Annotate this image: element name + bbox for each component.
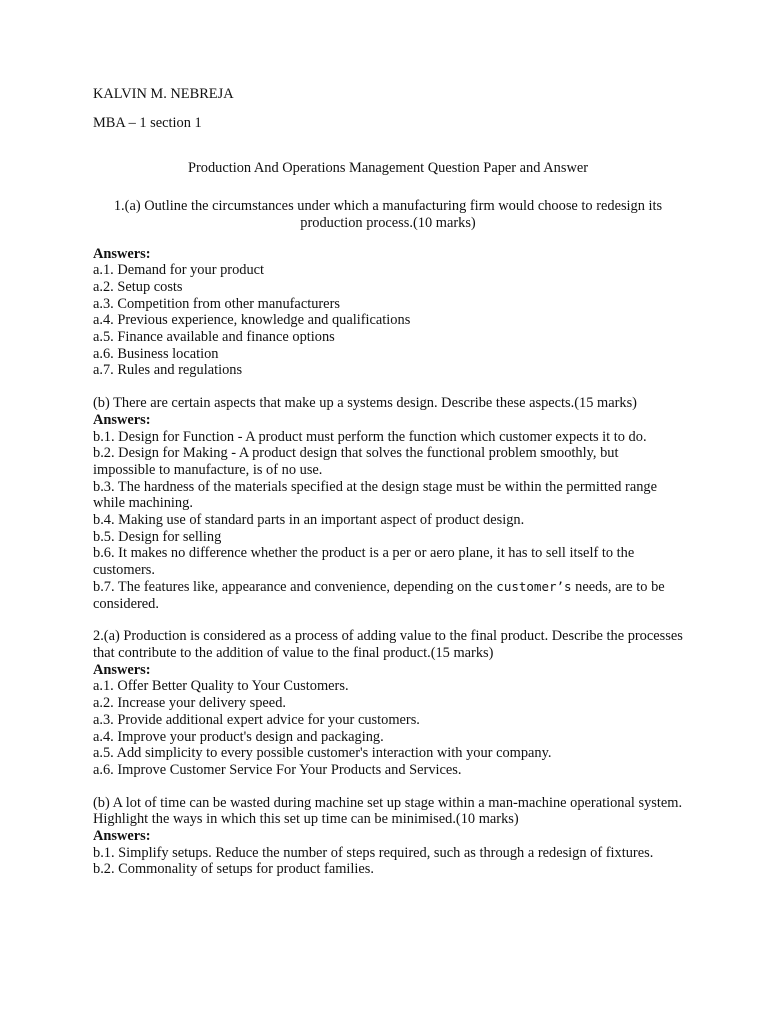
list-item: a.5. Finance available and finance options <box>93 329 335 346</box>
answers-label: Answers: <box>93 411 151 428</box>
answer-7-mono: customer’s <box>496 578 572 594</box>
list-item: b.1. Design for Function - A product must perform the function which customer expects it to do. <box>93 428 647 445</box>
list-item: b.2. Commonality of setups for product families. <box>93 861 374 878</box>
document-page <box>93 86 683 878</box>
question-1a: 1.(a) Outline the circumstances under which a manufacturing firm would choose to redesign its production process.(10 marks) <box>113 198 663 231</box>
question-2b: (b) A lot of time can be wasted during machine set up stage within a man-machine operational system. Highlight the ways in which this set up time can be minimised.(10 marks) <box>93 794 683 828</box>
document-title: Production And Operations Management Question Paper and Answer <box>187 160 589 177</box>
author-name: KALVIN M. NEBREJA <box>93 86 234 102</box>
question-block-1b <box>93 395 683 612</box>
question-block-2a <box>93 628 683 778</box>
list-item: a.3. Provide additional expert advice for your customers. <box>93 711 420 728</box>
list-item: a.3. Competition from other manufacturers <box>93 295 340 312</box>
list-item: a.7. Rules and regulations <box>93 362 243 379</box>
list-item: a.4. Previous experience, knowledge and qualifications <box>93 312 411 329</box>
list-item <box>93 579 683 612</box>
question-1b: (b) There are certain aspects that make up a systems design. Describe these aspects.(15 marks) <box>93 395 637 412</box>
list-item: a.4. Improve your product's design and packaging. <box>93 728 384 745</box>
answers-label: Answers: <box>93 245 151 262</box>
answer-7-after: needs, are to be considered. <box>93 578 665 612</box>
list-item: a.2. Increase your delivery speed. <box>93 695 286 712</box>
list-item: a.6. Business location <box>93 345 219 362</box>
list-item: a.6. Improve Customer Service For Your Products and Services. <box>93 761 462 778</box>
list-item: b.5. Design for selling <box>93 528 222 545</box>
list-item: a.5. Add simplicity to every possible customer's interaction with your company. <box>93 745 552 762</box>
question-block-2b <box>93 795 683 879</box>
answers-1a <box>93 246 683 380</box>
question-2a: 2.(a) Production is considered as a process of adding value to the final product. Describe the processes that contribute to the addition of value to the final product.(15 marks) <box>93 628 683 661</box>
list-item: b.4. Making use of standard parts in an important aspect of product design. <box>93 512 525 529</box>
list-item: a.1. Demand for your product <box>93 262 265 279</box>
list-item: b.3. The hardness of the materials specified at the design stage must be within the permitted range while machining. <box>93 478 658 512</box>
author-course: MBA – 1 section 1 <box>93 114 202 131</box>
list-item: a.1. Offer Better Quality to Your Customers. <box>93 678 349 695</box>
list-item: b.6. It makes no difference whether the product is a per or aero plane, it has to sell itself to the customers. <box>93 545 635 579</box>
answers-label: Answers: <box>93 828 151 845</box>
list-item: b.1. Simplify setups. Reduce the number of steps required, such as through a redesign of fixtures. <box>93 844 654 861</box>
list-item: a.2. Setup costs <box>93 278 183 295</box>
answer-7-before: b.7. The features like, appearance and convenience, depending on the <box>93 578 497 595</box>
answers-label: Answers: <box>93 661 151 678</box>
list-item: b.2. Design for Making - A product design that solves the functional problem smoothly, but impossible to manufacture, is of no use. <box>93 445 619 478</box>
